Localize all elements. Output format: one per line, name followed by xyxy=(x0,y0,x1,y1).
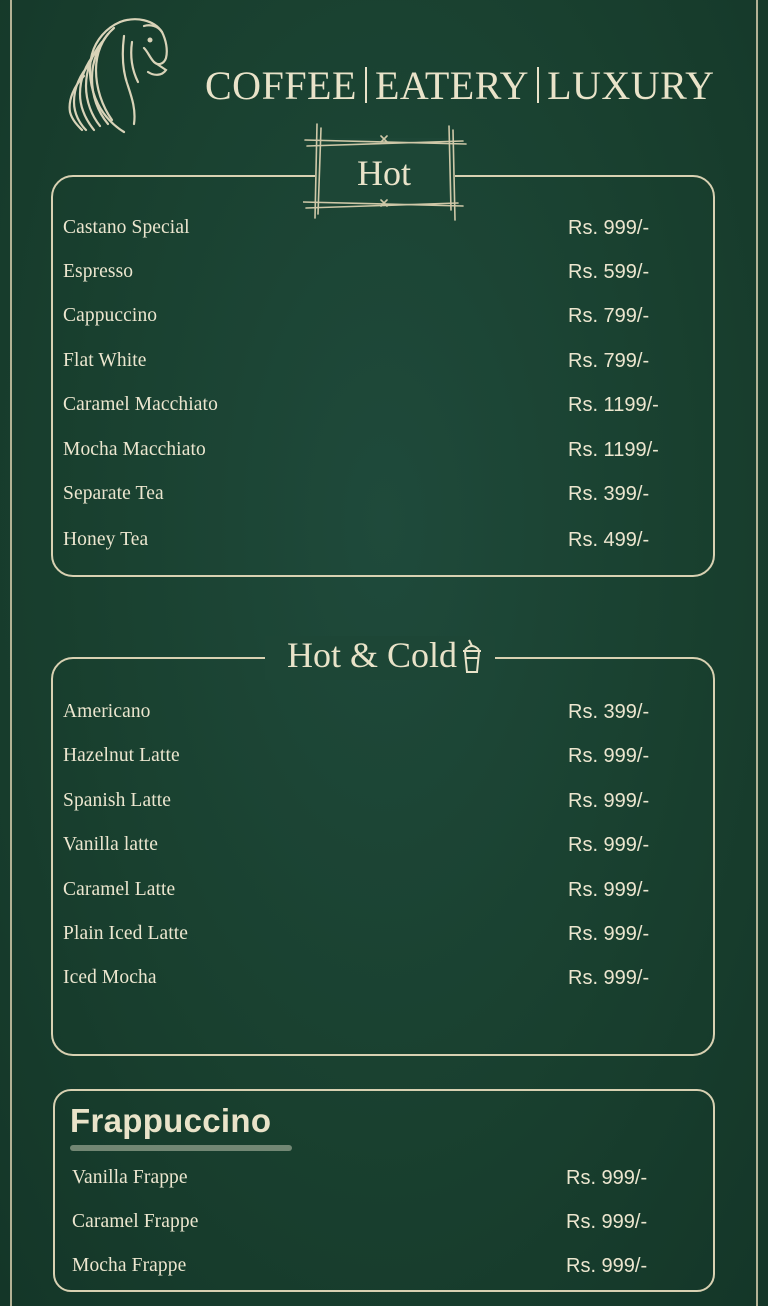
item-price: Rs. 399/- xyxy=(568,701,650,723)
item-name: Spanish Latte xyxy=(63,790,171,811)
item-price: Rs. 999/- xyxy=(568,217,650,239)
item-name: Castano Special xyxy=(63,217,190,238)
item-name: Cappuccino xyxy=(63,305,158,326)
menu-item xyxy=(63,790,703,830)
item-price: Rs. 999/- xyxy=(566,1167,648,1189)
hot-cold-section xyxy=(51,657,715,1056)
item-price: Rs. 1199/- xyxy=(568,439,659,461)
item-price: Rs. 999/- xyxy=(568,745,650,767)
item-name: Americano xyxy=(63,701,151,722)
item-name: Hazelnut Latte xyxy=(63,745,180,766)
item-price: Rs. 999/- xyxy=(566,1211,648,1233)
item-price: Rs. 999/- xyxy=(568,923,650,945)
menu-item xyxy=(63,439,703,479)
frappuccino-section-title: Frappuccino xyxy=(70,1102,272,1139)
menu-item xyxy=(63,745,703,785)
menu-item xyxy=(63,217,703,257)
menu-item xyxy=(63,394,703,434)
frame-left-line xyxy=(10,0,12,1306)
menu-item xyxy=(63,923,703,963)
item-price: Rs. 599/- xyxy=(568,261,650,283)
item-price: Rs. 999/- xyxy=(568,967,650,989)
item-price: Rs. 999/- xyxy=(568,834,650,856)
horse-head-logo xyxy=(58,12,173,137)
menu-item xyxy=(63,305,703,345)
menu-item xyxy=(63,834,703,874)
item-name: Vanilla Frappe xyxy=(72,1167,188,1188)
hot-cold-section-title: Hot & Cold xyxy=(287,635,458,675)
item-name: Espresso xyxy=(63,261,134,282)
iced-cup-icon xyxy=(461,638,483,674)
brand-tagline xyxy=(205,62,715,110)
menu-item xyxy=(63,701,703,741)
hot-section-title: Hot xyxy=(357,153,411,193)
brand-word-eatery: EATERY xyxy=(374,63,530,108)
item-name: Plain Iced Latte xyxy=(63,923,189,944)
item-price: Rs. 999/- xyxy=(568,879,650,901)
frame-right-line xyxy=(756,0,758,1306)
menu-item xyxy=(63,350,703,390)
menu-item xyxy=(72,1211,703,1251)
item-price: Rs. 999/- xyxy=(566,1255,648,1277)
item-name: Mocha Macchiato xyxy=(63,439,206,460)
item-name: Honey Tea xyxy=(63,529,149,550)
item-price: Rs. 399/- xyxy=(568,483,650,505)
brand-word-coffee: COFFEE xyxy=(205,63,357,108)
item-price: Rs. 799/- xyxy=(568,305,650,327)
item-name: Caramel Frappe xyxy=(72,1211,199,1232)
menu-item xyxy=(63,261,703,301)
menu-item xyxy=(72,1255,703,1295)
brand-separator xyxy=(537,67,539,103)
item-name: Caramel Latte xyxy=(63,879,176,900)
menu-item xyxy=(63,879,703,919)
item-price: Rs. 999/- xyxy=(568,790,650,812)
item-name: Iced Mocha xyxy=(63,967,157,988)
menu-item xyxy=(63,529,703,569)
hot-section xyxy=(51,175,715,577)
item-price: Rs. 1199/- xyxy=(568,394,659,416)
item-price: Rs. 799/- xyxy=(568,350,650,372)
item-name: Separate Tea xyxy=(63,483,164,504)
item-name: Mocha Frappe xyxy=(72,1255,187,1276)
item-name: Flat White xyxy=(63,350,147,371)
menu-item xyxy=(63,483,703,523)
frappuccino-title-underline xyxy=(70,1145,292,1151)
item-name: Vanilla latte xyxy=(63,834,158,855)
menu-item xyxy=(72,1167,703,1207)
horse-eye xyxy=(148,38,153,43)
brand-separator xyxy=(365,67,367,103)
menu-item xyxy=(63,967,703,1007)
brand-word-luxury: LUXURY xyxy=(547,63,715,108)
item-name: Caramel Macchiato xyxy=(63,394,218,415)
item-price: Rs. 499/- xyxy=(568,529,650,551)
